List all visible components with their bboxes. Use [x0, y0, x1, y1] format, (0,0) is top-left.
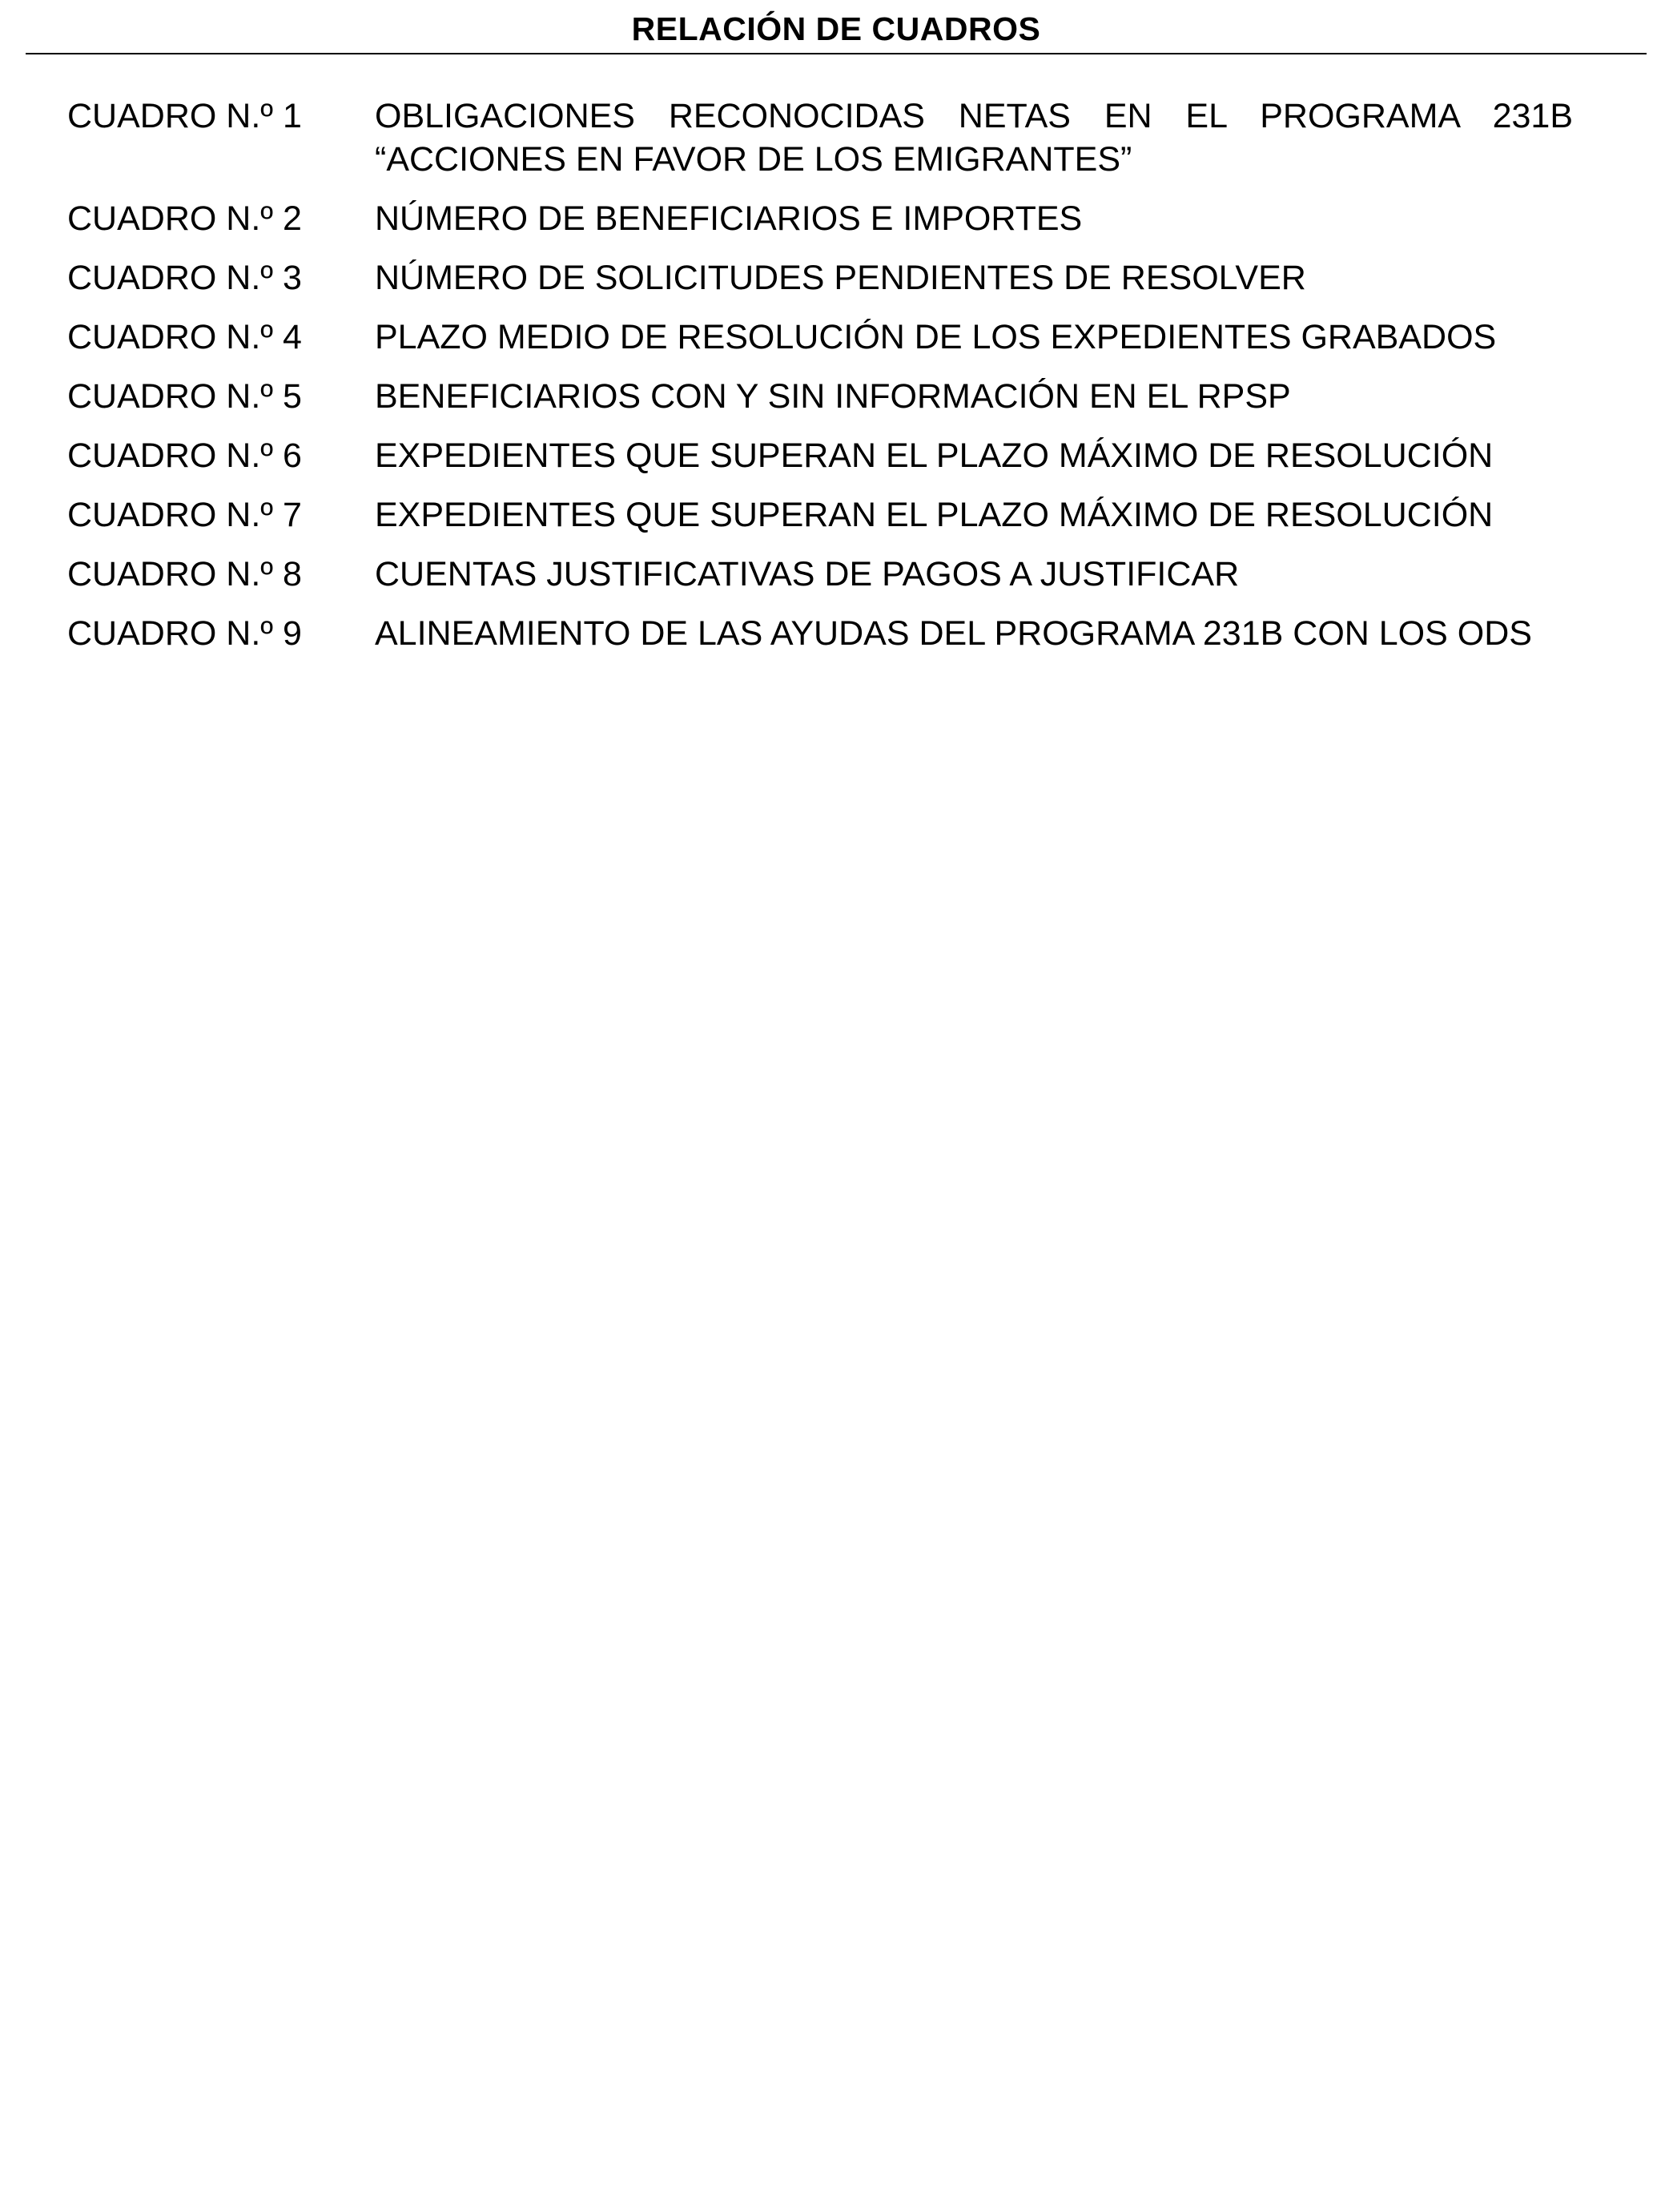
cuadro-label: CUADRO N.º 9: [67, 614, 302, 653]
cuadro-description: EXPEDIENTES QUE SUPERAN EL PLAZO MÁXIMO DE RESOLUCIÓN: [375, 436, 1494, 475]
cuadro-row-7: [67, 493, 1573, 537]
cuadro-label: CUADRO N.º 8: [67, 555, 302, 593]
cuadro-row-2: [67, 197, 1573, 240]
cuadro-description: CUENTAS JUSTIFICATIVAS DE PAGOS A JUSTIFICAR: [375, 555, 1240, 593]
cuadro-description: PLAZO MEDIO DE RESOLUCIÓN DE LOS EXPEDIENTES GRABADOS: [375, 318, 1497, 356]
cuadro-row-9: [67, 612, 1573, 655]
cuadro-label: CUADRO N.º 2: [67, 199, 302, 238]
cuadro-label: CUADRO N.º 3: [67, 259, 302, 297]
cuadro-row-3: [67, 256, 1573, 300]
cuadro-row-5: [67, 375, 1573, 418]
cuadro-row-1: [67, 95, 1573, 181]
cuadro-row-4: [67, 316, 1573, 359]
cuadro-label: CUADRO N.º 5: [67, 377, 302, 416]
cuadro-description: EXPEDIENTES QUE SUPERAN EL PLAZO MÁXIMO DE RESOLUCIÓN: [375, 496, 1494, 534]
page-title: RELACIÓN DE CUADROS: [631, 10, 1041, 47]
cuadro-description: BENEFICIARIOS CON Y SIN INFORMACIÓN EN EL RPSP: [375, 377, 1291, 416]
cuadro-label: CUADRO N.º 4: [67, 318, 302, 356]
cuadro-label: CUADRO N.º 1: [67, 97, 302, 135]
cuadro-description: OBLIGACIONES RECONOCIDAS NETAS EN EL PROGRAMA 231B “ACCIONES EN FAVOR DE LOS EMIGRANTES”: [375, 97, 1573, 179]
cuadro-description: NÚMERO DE BENEFICIARIOS E IMPORTES: [375, 199, 1083, 238]
cuadro-description: ALINEAMIENTO DE LAS AYUDAS DEL PROGRAMA 231B CON LOS ODS: [375, 614, 1532, 653]
cuadros-list: [67, 95, 1573, 671]
cuadro-row-6: [67, 434, 1573, 477]
cuadro-description: NÚMERO DE SOLICITUDES PENDIENTES DE RESOLVER: [375, 259, 1306, 297]
page-header: [26, 0, 1647, 54]
cuadro-label: CUADRO N.º 7: [67, 496, 302, 534]
cuadro-label: CUADRO N.º 6: [67, 436, 302, 475]
cuadro-row-8: [67, 553, 1573, 596]
